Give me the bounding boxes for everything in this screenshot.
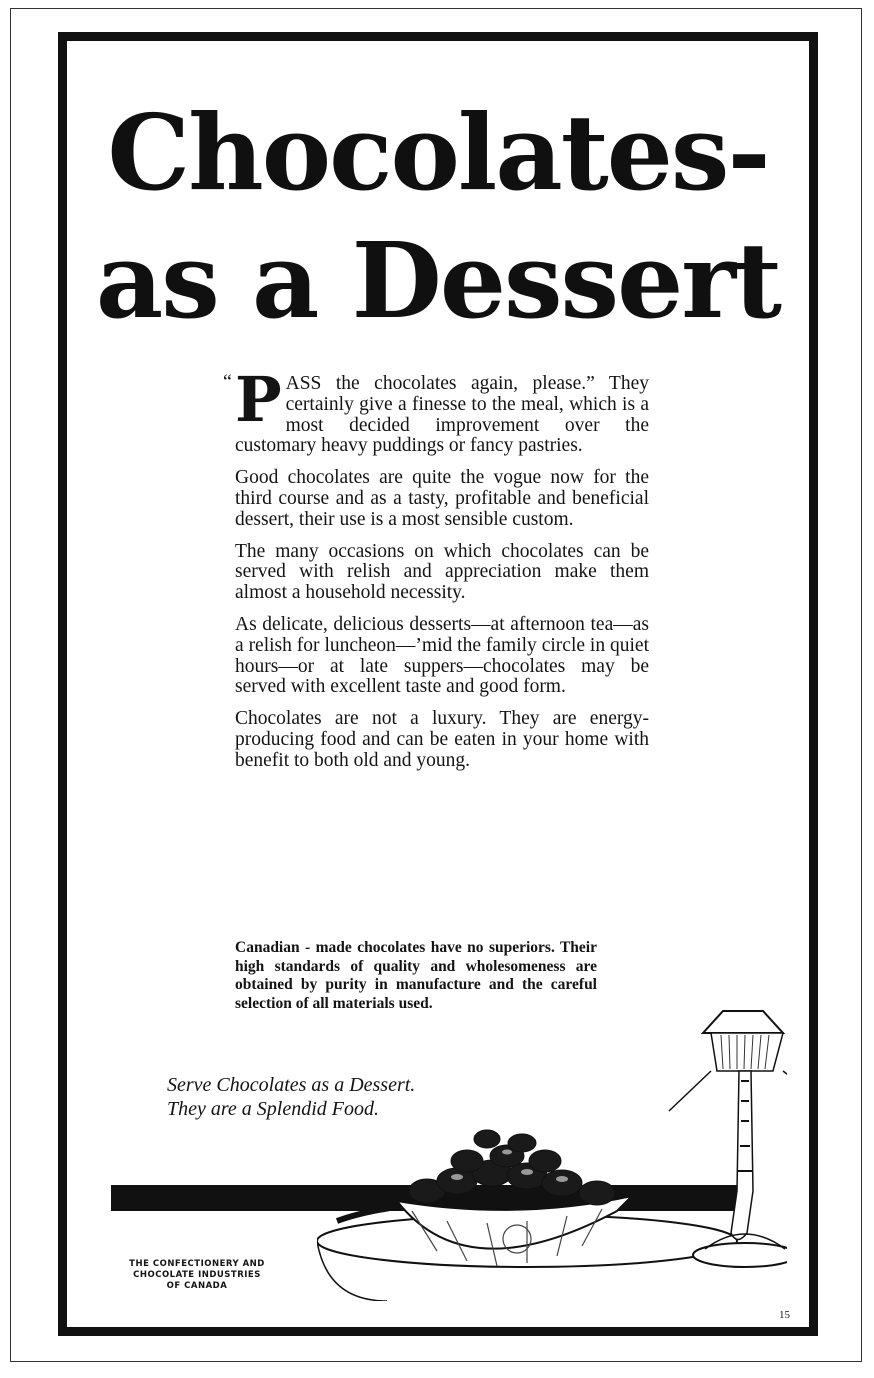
paragraph-3: The many occasions on which chocolates can be served with relish and appreciation make them almost a household necessity.	[235, 540, 649, 604]
drop-cap: P	[235, 363, 282, 436]
paragraph-4: As delicate, delicious desserts—at afternoon tea—as a relish for luncheon—’mid the family circle in quiet hours—or at late suppers—chocolates may be served with excellent taste and good form.	[235, 613, 649, 698]
slogan-line-1: Serve Chocolates as a Dessert.	[167, 1074, 416, 1096]
headline-line-1: Chocolates-	[107, 91, 769, 214]
page-number: 15	[779, 1309, 790, 1321]
lamp-stem	[731, 1071, 753, 1240]
publisher-imprint	[107, 1259, 287, 1292]
body-text-column	[223, 363, 649, 783]
imprint-line-3: OF CANADA	[166, 1281, 228, 1291]
headline-line-2: as a Dessert	[95, 219, 781, 342]
imprint-line-1: THE CONFECTIONERY AND	[129, 1259, 265, 1269]
chocolate-bowl-and-lamp-illustration	[317, 971, 787, 1301]
paragraph-2: Good chocolates are quite the vogue now for the third course and as a tasty, profitable and beneficial dessert, their use is a most sensible custom.	[235, 467, 649, 530]
paragraph-1	[223, 363, 649, 457]
opening-quote-mark: “	[223, 371, 232, 393]
chocolates-pile	[409, 1130, 615, 1205]
advertisement-frame	[58, 32, 818, 1336]
imprint-line-2: CHOCOLATE INDUSTRIES	[133, 1270, 261, 1280]
paragraph-5: Chocolates are not a luxury. They are energy-producing food and can be eaten in your home with benefit to both old and young.	[235, 708, 649, 771]
paragraph-1-text: ASS the chocolates again, please.” They certainly give a finesse to the meal, which is a most decided improvement over the customary heavy puddings or fancy pastries.	[235, 373, 649, 457]
lamp-shade	[703, 1011, 783, 1033]
slogan-line-2: They are a Splendid Food.	[167, 1098, 380, 1120]
lamp-light-rays	[669, 1071, 787, 1111]
paragraph-6: Canadian - made chocolates have no superiors. Their high standards of quality and wholesomeness are obtained by purity in manufacture and the careful selection of all materials used.	[235, 939, 597, 1012]
